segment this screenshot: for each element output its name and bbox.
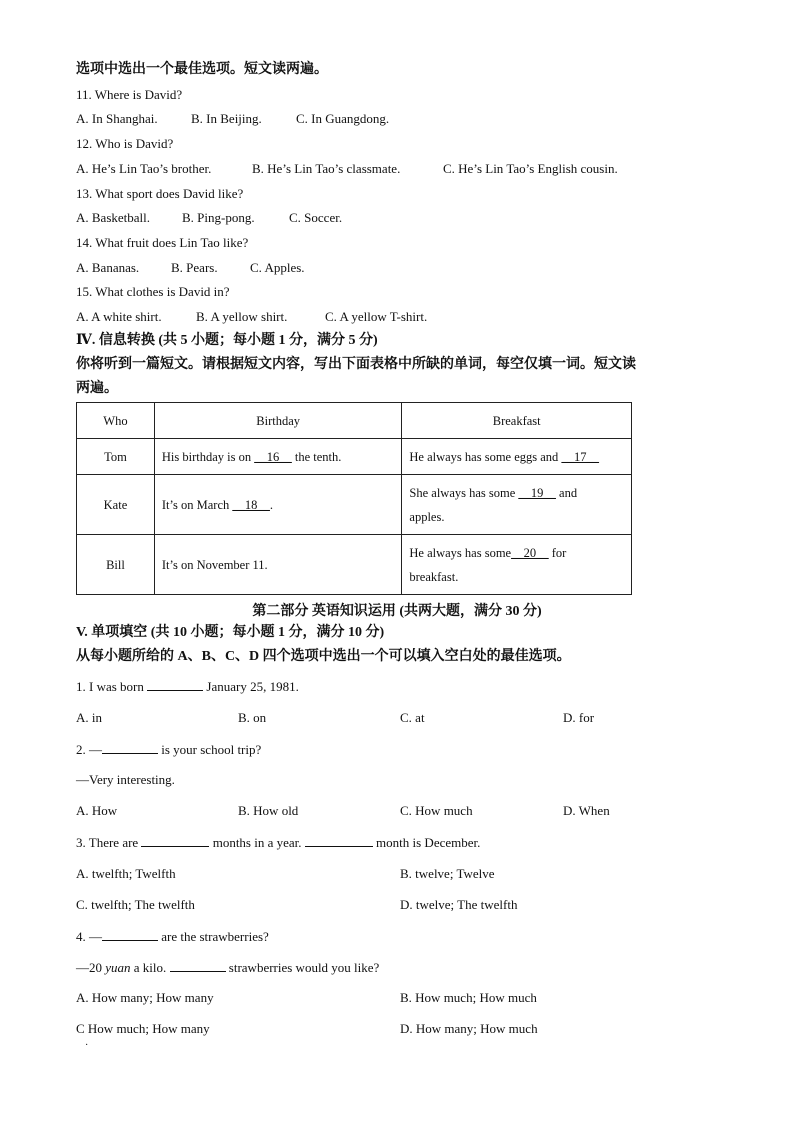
cell-who: Tom: [77, 439, 155, 475]
q3-blank-1: [141, 834, 209, 847]
breakfast-text-line2: apples.: [409, 509, 445, 524]
q4-reply-mid: a kilo.: [130, 960, 170, 975]
blank-19: __19__: [518, 485, 556, 500]
listening-instruction: 选项中选出一个最佳选项。短文读两遍。: [76, 62, 328, 77]
q3-option-a: A. twelfth; Twelfth: [76, 866, 176, 881]
q3-blank-2: [305, 834, 373, 847]
q15-option-b: B. A yellow shirt.: [196, 309, 288, 324]
cell-who: Kate: [77, 475, 155, 535]
question-15: 15. What clothes is David in?: [76, 284, 230, 299]
q11-option-c: C. In Guangdong.: [296, 111, 390, 126]
birthday-text: It’s on March: [161, 497, 233, 512]
q13-option-a: A. Basketball.: [76, 210, 151, 225]
q12-option-b: B. He’s Lin Tao’s classmate.: [252, 161, 401, 176]
q11-option-b: B. In Beijing.: [191, 111, 262, 126]
q4-reply-after: strawberries would you like?: [225, 960, 380, 975]
question-14: 14. What fruit does Lin Tao like?: [76, 235, 249, 250]
q12-option-a: A. He’s Lin Tao’s brother.: [76, 161, 212, 176]
q2-option-c: C. How much: [400, 803, 473, 818]
table-row: [77, 535, 632, 595]
q14-option-b: B. Pears.: [171, 260, 218, 275]
q15-option-c: C. A yellow T-shirt.: [325, 309, 428, 324]
breakfast-text: He always has some: [409, 545, 512, 560]
breakfast-text: He always has some eggs and: [409, 449, 562, 464]
q4-reply: [76, 959, 379, 976]
section-5-instruction: 从每小题所给的 A、B、C、D 四个选项中选出一个可以填入空白处的最佳选项。: [76, 649, 571, 664]
q1-option-c: C. at: [400, 710, 425, 725]
q4-option-a: A. How many; How many: [76, 990, 214, 1005]
q4-blank: [102, 928, 158, 941]
mcq-question-2: [76, 741, 261, 758]
q4-reply-text: —20: [76, 960, 106, 975]
breakfast-text: She always has some: [409, 485, 519, 500]
q4-reply-blank: [170, 959, 226, 972]
cell-who: Bill: [77, 535, 155, 595]
breakfast-text-line2: breakfast.: [409, 569, 459, 584]
q3-option-c: C. twelfth; The twelfth: [76, 897, 195, 912]
q2-option-a: A. How: [76, 803, 118, 818]
q12-option-c: C. He’s Lin Tao’s English cousin.: [443, 161, 618, 176]
birthday-text: His birthday is on: [161, 449, 255, 464]
q2-blank: [102, 741, 158, 754]
table-row: [77, 439, 632, 475]
q14-option-c: C. Apples.: [250, 260, 305, 275]
q1-option-b: B. on: [238, 710, 267, 725]
q4-text: 4. —: [76, 929, 102, 944]
breakfast-text-after: for: [548, 545, 567, 560]
cell-breakfast: [402, 475, 632, 535]
q1-text-after: January 25, 1981.: [203, 679, 299, 694]
q4-text-after: are the strawberries?: [158, 929, 269, 944]
q4-option-d: D. How many; How much: [400, 1021, 538, 1036]
q11-option-a: A. In Shanghai.: [76, 111, 158, 126]
cell-breakfast: [402, 439, 632, 475]
birthday-text-after: .: [269, 497, 273, 512]
section-4-instruction-line2: 两遍。: [76, 381, 118, 396]
header-breakfast: Breakfast: [402, 403, 632, 439]
mcq-question-3: [76, 834, 480, 851]
header-birthday: Birthday: [154, 403, 402, 439]
blank-16: __16__: [254, 449, 292, 464]
question-12: 12. Who is David?: [76, 136, 174, 151]
q3-option-b: B. twelve; Twelve: [400, 866, 495, 881]
breakfast-text-after: and: [555, 485, 578, 500]
blank-18: __18__: [232, 497, 270, 512]
blank-20: __20__: [511, 545, 549, 560]
q14-option-a: A. Bananas.: [76, 260, 140, 275]
birthday-text-after: the tenth.: [291, 449, 342, 464]
header-who: Who: [77, 403, 155, 439]
q1-text: 1. I was born: [76, 679, 148, 694]
birthday-text: It’s on November 11.: [161, 557, 268, 572]
q2-reply: —Very interesting.: [76, 772, 175, 787]
mcq-question-1: [76, 678, 299, 695]
q13-option-b: B. Ping-pong.: [182, 210, 255, 225]
info-table: [76, 402, 632, 595]
q1-option-a: A. in: [76, 710, 102, 725]
q3-text-mid: months in a year.: [209, 835, 305, 850]
section-4-instruction-line1: 你将听到一篇短文。请根据短文内容，写出下面表格中所缺的单词，每空仅填一词。短文读: [76, 357, 636, 372]
q3-text: 3. There are: [76, 835, 142, 850]
q2-text: 2. —: [76, 742, 102, 757]
q4-option-b: B. How much; How much: [400, 990, 537, 1005]
q1-option-d: D. for: [563, 710, 595, 725]
q2-option-d: D. When: [563, 803, 610, 818]
q4-option-c: C How much; How many: [76, 1021, 210, 1036]
q3-text-after: month is December.: [372, 835, 481, 850]
q13-option-c: C. Soccer.: [289, 210, 343, 225]
part-2-title: 第二部分 英语知识运用 (共两大题，满分 30 分): [252, 604, 542, 619]
question-11: 11. Where is David?: [76, 87, 183, 102]
q3-option-d: D. twelve; The twelfth: [400, 897, 518, 912]
q2-option-b: B. How old: [238, 803, 299, 818]
q15-option-a: A. A white shirt.: [76, 309, 162, 324]
stray-dot: ·: [85, 1040, 89, 1051]
q1-blank: [147, 678, 203, 691]
q2-text-after: is your school trip?: [158, 742, 262, 757]
cell-birthday: [154, 535, 402, 595]
table-header-row: [77, 403, 632, 439]
blank-17: __17__: [561, 449, 599, 464]
q4-reply-italic: yuan: [105, 960, 131, 975]
cell-breakfast: [402, 535, 632, 595]
question-13: 13. What sport does David like?: [76, 186, 244, 201]
section-4-title: Ⅳ. 信息转换 (共 5 小题；每小题 1 分，满分 5 分): [76, 333, 378, 348]
mcq-question-4: [76, 928, 269, 945]
section-5-title: V. 单项填空 (共 10 小题；每小题 1 分，满分 10 分): [76, 625, 385, 640]
cell-birthday: [154, 475, 402, 535]
cell-birthday: [154, 439, 402, 475]
table-row: [77, 475, 632, 535]
